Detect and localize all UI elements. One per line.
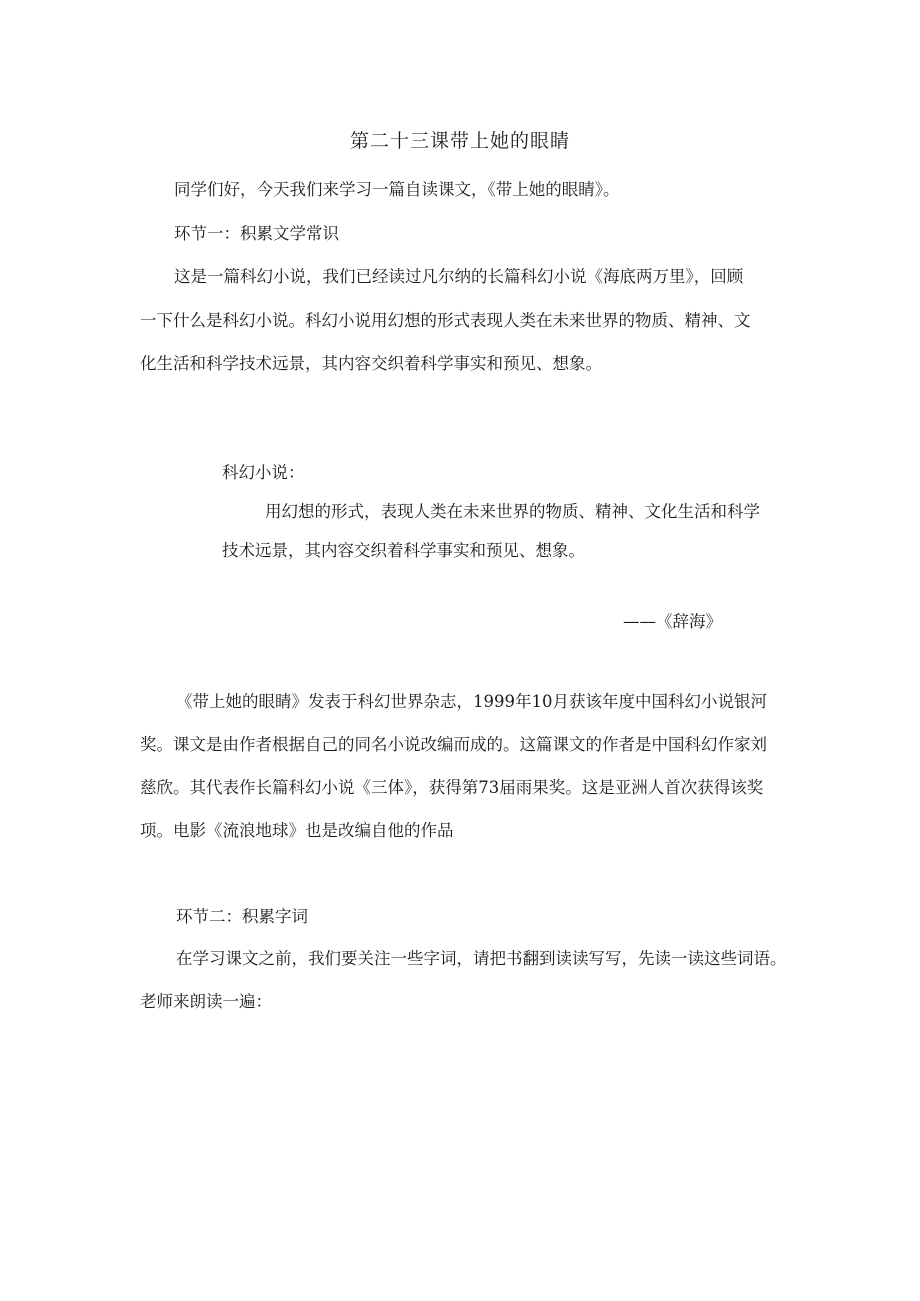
paragraph-2-line: 慈欣。其代表作长篇科幻小说《三体》，获得第73届雨果奖。这是亚洲人首次获得该奖 xyxy=(140,778,764,797)
definition-line: 技术远景，其内容交织着科学事实和预见、想象。 xyxy=(222,541,585,560)
page-title: 第二十三课带上她的眼睛 xyxy=(349,130,570,152)
paragraph-1-line: 化生活和科学技术远景，其内容交织着科学事实和预见、想象。 xyxy=(140,354,602,373)
paragraph-3-line: 老师来朗读一遍： xyxy=(140,992,272,1011)
paragraph-2-line: 《带上她的眼睛》发表于科幻世界杂志，1999年10月获该年度中国科幻小说银河 xyxy=(176,692,767,711)
greeting-text: 同学们好，今天我们来学习一篇自读课文，《带上她的眼睛》。 xyxy=(174,180,620,199)
paragraph-1-line: 一下什么是科幻小说。科幻小说用幻想的形式表现人类在未来世界的物质、精神、文 xyxy=(140,311,751,330)
definition-term: 科幻小说： xyxy=(222,463,305,482)
paragraph-2-line: 奖。课文是由作者根据自己的同名小说改编而成的。这篇课文的作者是中国科幻作家刘 xyxy=(140,735,767,754)
paragraph-1-line: 这是一篇科幻小说，我们已经读过凡尔纳的长篇科幻小说《海底两万里》，回顾 xyxy=(174,267,744,286)
definition-source: ——《辞海》 xyxy=(623,612,722,631)
definition-line: 用幻想的形式，表现人类在未来世界的物质、精神、文化生活和科学 xyxy=(265,502,760,521)
paragraph-2-line: 项。电影《流浪地球》也是改编自他的作品 xyxy=(140,821,454,840)
section-1-heading: 环节一：积累文学常识 xyxy=(174,224,339,243)
paragraph-3-line: 在学习课文之前，我们要关注一些字词，请把书翻到读读写写，先读一读这些词语。 xyxy=(176,949,787,968)
section-2-heading: 环节二：积累字词 xyxy=(176,907,308,926)
